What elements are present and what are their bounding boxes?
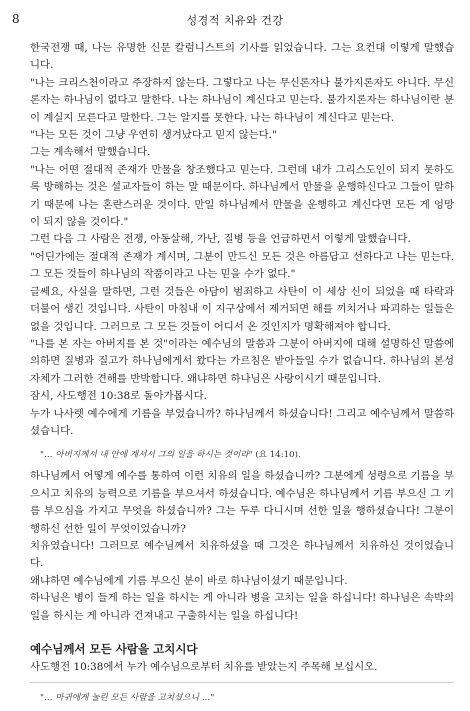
quote-reference: (요 14:10). [255,450,301,461]
paragraph: "나를 본 자는 아버지를 본 것"이라는 예수님의 말씀과 그분이 아버지에 대해 설명하신 말씀에 의하면 질병과 질고가 하나님에게서 왔다는 가르침은 받아들일 수가 없습니다. 하나님의 본성 자체가 그러한 견해를 반박합니다. 왜냐하면 하나님은 사랑이시기 때문입니다. [30,337,454,385]
divider [30,682,454,683]
quote-text: "… 아버지께서 내 안에 계셔서 그의 일을 하시는 것이라" [40,450,253,461]
scripture-quote [40,691,454,705]
scripture-quote [40,448,454,462]
paragraph: "어딘가에는 절대적 존재가 계시며, 그분이 만드신 모든 것은 아름답고 선하다고 나는 믿는다. 그 모든 것들이 하나님의 작품이라고 나는 믿을 수가 없다." [30,250,454,281]
paragraph: 그런 다음 그 사람은 전쟁, 아동살해, 가난, 질병 등을 언급하면서 이렇게 말했습니다. [30,233,411,246]
paragraph: "나는 어떤 절대적 존재가 만물을 창조했다고 믿는다. 그런데 내가 그리스도인이 되지 못하도록 방해하는 것은 설교자들이 하는 말 때문이다. 하나님께서 만물을 운행하신다고 그들이 말하기 때문에 나는 혼란스러운 것이다. 만일 하나님께서 만물을 운행하고 계신다면 모든 게 엉망이 되지 않을 것이다." [30,163,454,229]
section-heading: 예수님께서 모든 사람을 고치시다 [30,642,198,656]
paragraph: 한국전쟁 때, 나는 유명한 신문 칼럼니스트의 기사를 읽었습니다. 그는 요컨대 이렇게 말했습니다. [30,42,454,72]
paragraph: 왜냐하면 예수님에게 기름 부으신 분이 바로 하나님이셨기 때문입니다. [30,574,348,587]
paragraph: 사도행전 10:38에서 누가 예수님으로부터 치유를 받았는지 주목해 보십시오. [30,661,378,673]
paragraph: 하나님께서 어떻게 예수를 통하여 이런 치유의 일을 하셨습니까? 그분에게 성령으로 기름을 부으시고 치유의 능력으로 기름을 부으셔서 하셨습니다. 예수님은 하나님께서 기름 부으신 그 기름 부으심을 가지고 무엇을 하셨습니까? 그는 두루 다니시며 선한 일을 행하셨습니다! 그분이 행하신 선한 일이 무엇이었습니까? [30,470,454,535]
quote-text: "… 마귀에게 눌린 모든 사람을 고치셨으니 …" [40,693,215,704]
paragraph: 누가 나사렛 예수에게 기름을 부었습니까? 하나님께서 하셨습니다! 그리고 예수님께서 말씀하셨습니다. [30,407,454,437]
paragraph: "나는 모든 것이 그냥 우연히 생겨났다고 믿지 않는다." [30,129,277,142]
paragraph: "나는 크리스천이라고 주장하지 않는다. 그렇다고 나는 무신론자나 불가지론자도 아니다. 무신론자는 하나님이 없다고 말한다. 나는 하나님이 계신다고 믿는다. 불가지론자는 하나님이란 분이 계실지 모른다고 말한다. 그는 알지를 못한다. 나는 하나님이 계신다고 믿는다. [30,76,454,124]
page-header [12,10,458,32]
paragraph: 하나님은 병이 들게 하는 일을 하시는 게 아니라 병을 고치는 일을 하십니다! 하나님은 속박의 일을 하시는 게 아니라 건져내고 구출하시는 일을 하십니다! [30,592,454,622]
paragraph: 잠시, 사도행전 10:38로 돌아가봅시다. [30,390,207,403]
paragraph: 글쎄요, 사실을 말하면, 그런 것들은 아담이 범죄하고 사탄이 이 세상 신이 되었을 때 타락과 더불어 생긴 것입니다. 사탄이 마침내 이 지구상에서 제거되면 해를 끼치거나 파괴하는 일들은 없을 것입니다. 그러므로 그 모든 것들이 어디서 온 것인지가 명확해져야 합니다. [30,285,454,333]
paragraph: 치유였습니다! 그러므로 예수님께서 치유하셨을 때 그것은 하나님께서 치유하신 것이었습니다. [30,539,454,570]
page-body [30,40,454,711]
page-number: 8 [12,12,20,26]
running-title: 성경적 치유와 건강 [186,14,284,27]
paragraph: 그는 계속해서 말했습니다. [30,146,151,159]
